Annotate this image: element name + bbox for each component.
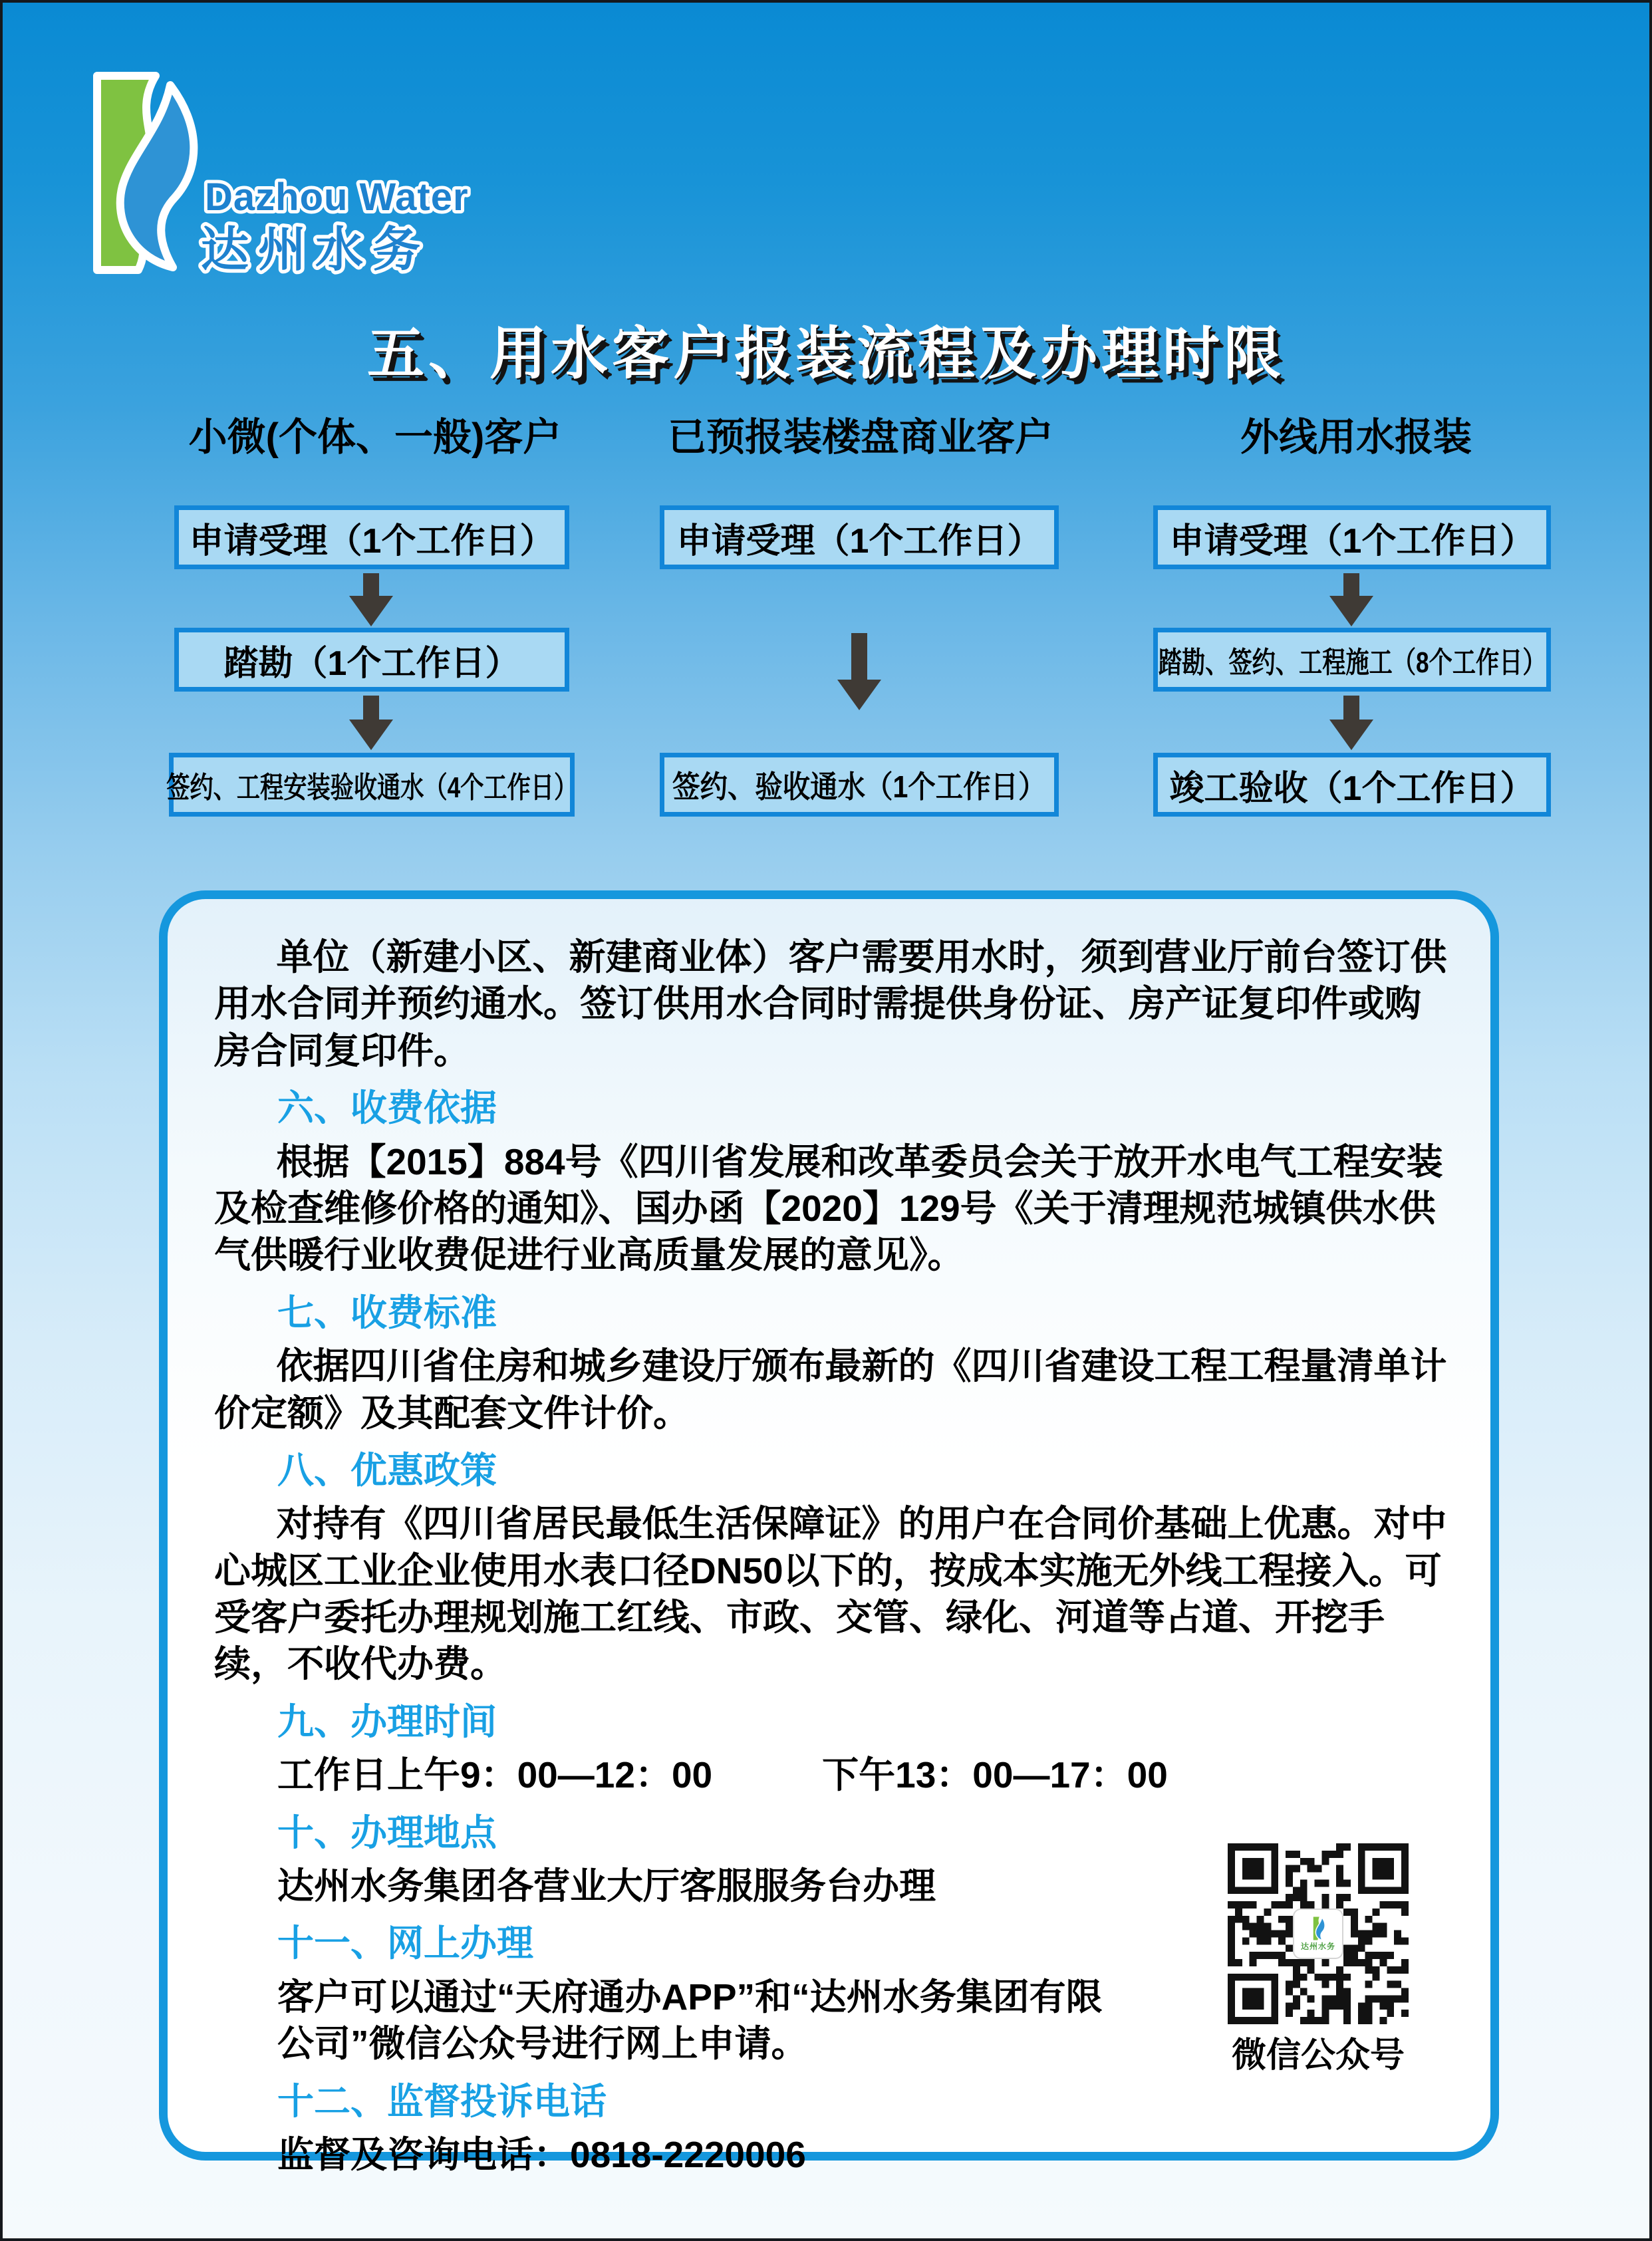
logo-name-zh: 达州水务 (201, 223, 430, 277)
down-arrow-icon (1329, 573, 1373, 626)
section-heading-fee-standard: 七、收费标准 (277, 1291, 497, 1333)
down-arrow-icon (349, 696, 393, 750)
section-body-office-location: 达州水务集团各营业大厅客服服务台办理 (277, 1865, 936, 1907)
section-heading-online-service: 十一、网上办理 (277, 1922, 534, 1964)
poster-background (3, 3, 1649, 2238)
section-body-fee-standard: 依据四川省住房和城乡建设厅颁布最新的《四川省建设工程工程量清单计价定额》及其配套文件计价。 (214, 1345, 1447, 1434)
flow-step-box (660, 505, 1059, 569)
dazhou-water-logo (86, 66, 552, 279)
section-body-online-service: 客户可以通过“天府通办APP”和“达州水务集团有限公司”微信公众号进行网上申请。 (277, 1976, 1103, 2065)
section-heading-office-hours: 九、办理时间 (277, 1700, 497, 1742)
qr-logo-drop-icon (1307, 1915, 1329, 1942)
flow-step-label: 申请受理（1个工作日） (1169, 521, 1535, 561)
down-arrow-icon (349, 573, 393, 626)
page-title: 五、用水客户报装流程及办理时限 (367, 322, 1285, 386)
flow-step-box (166, 753, 578, 817)
qr-caption: 微信公众号 (1231, 2036, 1405, 2075)
down-arrow-icon (1329, 696, 1373, 750)
section-heading-office-location: 十、办理地点 (277, 1811, 497, 1853)
flow-step-label: 踏勘（1个工作日） (223, 644, 520, 683)
qr-center-logo (1293, 1909, 1343, 1959)
section-body-preferential-policy: 对持有《四川省居民最低生活保障证》的用户在合同价基础上优惠。对中心城区工业企业使用水表口径DN50以下的，按成本实施无外线工程接入。可受客户委托办理规划施工红线、市政、交管、绿化、河道等占道、开挖手续，不收代办费。 (214, 1503, 1447, 1685)
flow-step-box (174, 628, 569, 692)
flow-step-label: 踏勘、签约、工程施工（8个工作日） (1158, 646, 1546, 679)
down-arrow-icon (837, 633, 881, 710)
logo-name-en: Dazhou Water (205, 176, 469, 219)
flow-step-label: 申请受理（1个工作日） (189, 521, 555, 561)
flow-step-label: 签约、工程安装验收通水（4个工作日） (166, 771, 578, 804)
intro-paragraph: 单位（新建小区、新建商业体）客户需要用水时，须到营业厅前台签订供用水合同并预约通水。签订供用水合同时需提供身份证、房产证复印件或购房合同复印件。 (214, 936, 1447, 1071)
flow-column-header-external-line: 外线用水报装 (1240, 416, 1472, 459)
info-panel (159, 890, 1499, 2175)
qr-logo-text: 达州水务 (1300, 1942, 1335, 1952)
section-heading-fee-basis: 六、收费依据 (277, 1087, 497, 1129)
flow-step-box (660, 753, 1059, 817)
section-body-complaint-hotline: 监督及咨询电话：0818-2220006 (277, 2133, 806, 2175)
section-body-office-hours: 工作日上午9：00—12：00 下午13：00—17：00 (277, 1754, 1168, 1796)
flow-step-box (1153, 505, 1551, 569)
flow-column-header-preinstalled-commercial: 已预报装楼盘商业客户 (667, 416, 1053, 459)
flow-step-label: 申请受理（1个工作日） (676, 521, 1042, 561)
flow-step-box (1153, 753, 1551, 817)
section-heading-complaint-hotline: 十二、监督投诉电话 (277, 2080, 607, 2122)
wechat-qr-block (1225, 1843, 1411, 2078)
section-body-fee-basis: 根据【2015】884号《四川省发展和改革委员会关于放开水电气工程安装及检查维修价格的通知》、国办函【2020】129号《关于清理规范城镇供水供气供暖行业收费促进行业高质量发展的意见》。 (214, 1140, 1443, 1276)
flow-step-box (1153, 628, 1551, 692)
flow-step-label: 签约、验收通水（1个工作日） (672, 769, 1046, 804)
flow-step-box (174, 505, 569, 569)
flow-step-label: 竣工验收（1个工作日） (1169, 769, 1535, 808)
section-heading-preferential-policy: 八、优惠政策 (277, 1449, 497, 1491)
flow-column-header-small-customers: 小微(个体、一般)客户 (188, 416, 562, 459)
